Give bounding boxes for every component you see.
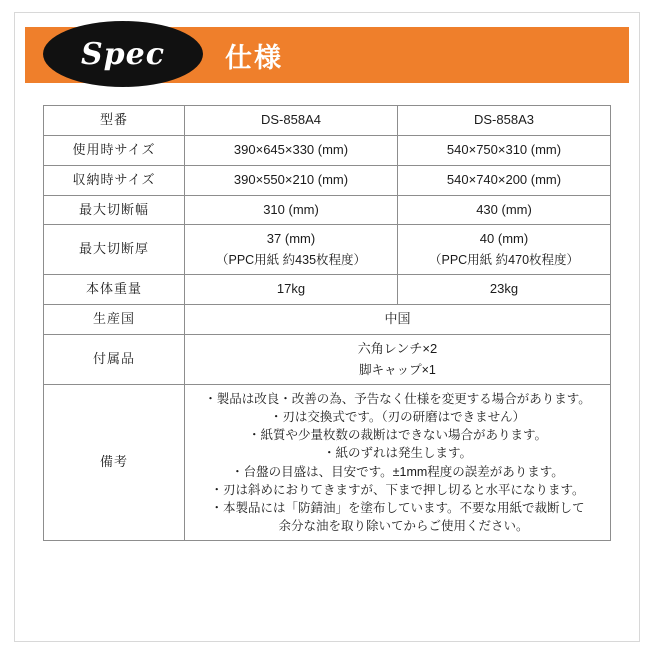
spec-table-wrap: [25, 83, 629, 541]
table-row: [44, 106, 611, 136]
row-label-country: 生産国: [44, 305, 185, 335]
row-value-use-size-a3: 540×750×310 (mm): [398, 135, 611, 165]
table-row: [44, 195, 611, 225]
row-label-notes: 備考: [44, 385, 185, 541]
accessories-main: 六角レンチ×2: [357, 341, 438, 357]
row-label-accessories: 付属品: [44, 335, 185, 385]
max-thickness-a3-main: 40 (mm): [479, 231, 529, 247]
max-thickness-a4-sub: （PPC用紙 約435枚程度）: [215, 253, 367, 268]
note-item: 余分な油を取り除いてからご使用ください。: [278, 518, 529, 533]
row-value-weight-a4: 17kg: [185, 275, 398, 305]
table-row: [44, 305, 611, 335]
row-value-accessories: [185, 335, 611, 385]
table-row: [44, 275, 611, 305]
note-item: ・刃は交換式です。（刃の研磨はできません）: [269, 410, 526, 425]
row-value-max-width-a3: 430 (mm): [398, 195, 611, 225]
row-label-max-width: 最大切断幅: [44, 195, 185, 225]
row-label-weight: 本体重量: [44, 275, 185, 305]
max-thickness-a3-sub: （PPC用紙 約470枚程度）: [428, 253, 580, 268]
note-item: ・本製品には「防錆油」を塗布しています。不要な用紙で裁断して: [210, 500, 585, 515]
note-item: ・製品は改良・改善の為、予告なく仕様を変更する場合があります。: [204, 392, 591, 406]
row-label-stored-size: 収納時サイズ: [44, 165, 185, 195]
row-value-max-thickness-a4: [185, 225, 398, 275]
row-value-use-size-a4: 390×645×330 (mm): [185, 135, 398, 165]
row-value-model-a4: DS-858A4: [185, 106, 398, 136]
spec-header-band: [25, 27, 629, 83]
page-title: 仕様: [225, 42, 283, 73]
table-row: [44, 335, 611, 385]
row-value-max-width-a4: 310 (mm): [185, 195, 398, 225]
row-label-max-thickness: 最大切断厚: [44, 225, 185, 275]
note-item: ・刃は斜めにおりてきますが、下まで押し切ると水平になります。: [210, 482, 585, 497]
spec-badge-ellipse: [43, 21, 203, 87]
row-value-max-thickness-a3: [398, 225, 611, 275]
row-value-stored-size-a4: 390×550×210 (mm): [185, 165, 398, 195]
table-row: [44, 165, 611, 195]
row-value-country: 中国: [185, 305, 611, 335]
row-label-use-size: 使用時サイズ: [44, 135, 185, 165]
table-row: [44, 225, 611, 275]
row-value-notes: [185, 385, 611, 541]
spec-badge-label: Spec: [81, 36, 165, 72]
row-value-weight-a3: 23kg: [398, 275, 611, 305]
row-value-model-a3: DS-858A3: [398, 106, 611, 136]
table-row-notes: [44, 385, 611, 541]
max-thickness-a4-main: 37 (mm): [266, 231, 316, 247]
page-frame: [14, 12, 640, 642]
note-item: ・台盤の目盛は、目安です。±1mm程度の誤差があります。: [231, 464, 564, 479]
row-value-stored-size-a3: 540×740×200 (mm): [398, 165, 611, 195]
note-item: ・紙質や少量枚数の裁断はできない場合があります。: [247, 428, 547, 443]
accessories-sub: 脚キャップ×1: [359, 362, 436, 377]
spec-table: [43, 105, 611, 541]
row-label-model: 型番: [44, 106, 185, 136]
table-row: [44, 135, 611, 165]
note-item: ・紙のずれは発生します。: [322, 446, 472, 461]
